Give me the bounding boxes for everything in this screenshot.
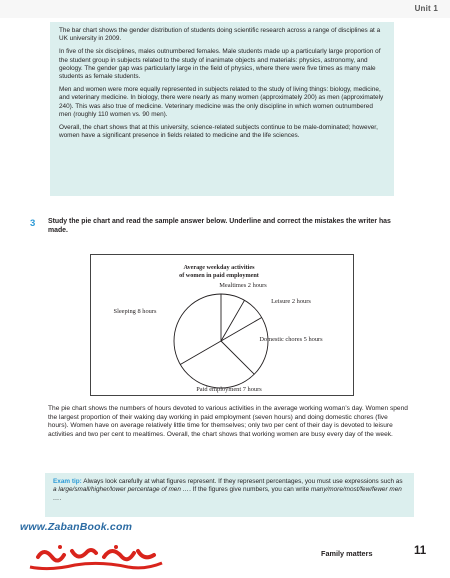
sample-paragraph: In five of the six disciplines, males outnumbered females. Male students made up a particularly large proportion of the student group in subjects related to the study of inanimate objects and materials: physics, astronomy, and geology. The gender gap was particularly large in the field of physics, where there were five times as many male students as female students.	[59, 48, 381, 81]
exam-tip-part: Always look carefully at what figures represent. If they represent percentages, you must use expressions such as	[81, 478, 403, 485]
footer-section-title: Family matters	[321, 549, 373, 558]
chart-title-line: of women in paid employment	[179, 272, 259, 279]
pie-chart-frame	[90, 254, 354, 396]
header-band	[0, 0, 450, 18]
sample-answer-box	[50, 22, 394, 196]
slice-label: Domestic chores 5 hours	[259, 336, 323, 343]
exam-tip-box	[45, 473, 414, 517]
pie-chart	[91, 255, 355, 397]
exam-tip-example: many/more/most/few/fewer men …	[53, 486, 402, 502]
slice-label: Paid employment 7 hours	[196, 386, 262, 393]
logo-dot	[114, 545, 118, 549]
slice-label: Leisure 2 hours	[271, 298, 311, 305]
zabanbook-logo	[20, 527, 170, 575]
exam-tip-part: . If the figures give numbers, you can write	[189, 486, 311, 494]
task-instruction: Study the pie chart and read the sample answer below. Underline and correct the mistakes the writer has made.	[48, 218, 391, 234]
pie-answer-text: The pie chart shows the numbers of hours devoted to various activities in the average working woman’s day. Women spend the largest proportion of their waking day working in paid employment (seven hours) and doing domestic chores (five hours). Women have on average relatively little time for themselves; only two per cent of their day is devoted to leisure activities and two per cent to mealtimes. Overall, the chart shows that working women are busy every day of the week.	[48, 405, 408, 438]
watermark-url[interactable]: www.ZabanBook.com	[20, 521, 133, 533]
exam-tip-label: Exam tip:	[53, 478, 82, 485]
exam-tip-part: .	[59, 494, 62, 502]
task-number: 3	[30, 218, 36, 229]
page-number: 11	[414, 545, 427, 557]
logo-dot	[58, 545, 62, 549]
sample-paragraph: Overall, the chart shows that at this university, science-related subjects continue to be male-dominated; however, women have a significant presence in fields related to medicine and the life sciences.	[59, 124, 378, 140]
exam-tip-text	[53, 478, 406, 503]
unit-label: Unit 1	[414, 4, 438, 13]
slice-label: Mealtimes 2 hours	[219, 282, 267, 289]
slice-label: Sleeping 8 hours	[113, 308, 157, 315]
exam-tip-example: a large/small/higher/lower percentage of men …	[53, 486, 190, 494]
sample-paragraph: The bar chart shows the gender distribution of students doing scientific research across a range of disciplines at a UK university in 2009.	[59, 27, 381, 43]
chart-title-line: Average weekday activities	[183, 264, 255, 271]
sample-paragraph: Men and women were more equally represented in subjects related to the study of living things: biology, medicine, and veterinary medicine. In biology, there were nearly as many women (approximately 200) as men (approximately 240). This was also true of medicine. Veterinary medicine was the only discipline in which women outnumbered men (roughly 110 women vs. 90 men).	[59, 86, 384, 118]
